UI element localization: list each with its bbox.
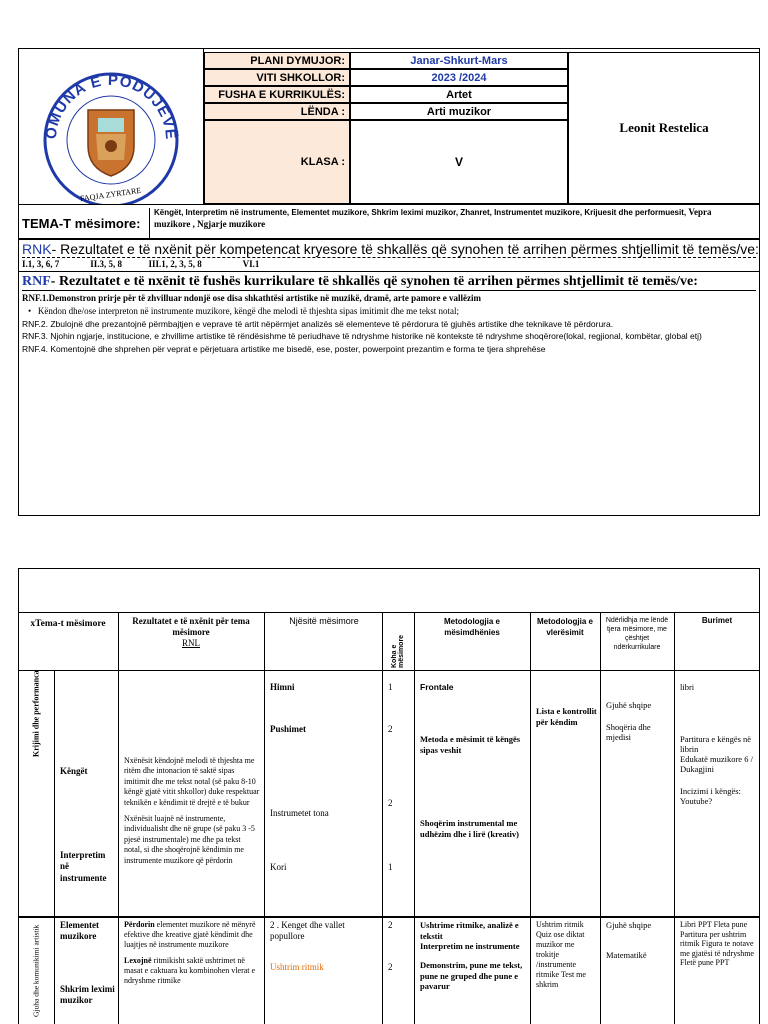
- tema-text-big: Vepra: [688, 207, 712, 217]
- logo-cell: [18, 48, 204, 204]
- rnk-text: - Rezultatet e të nxënit për kompetencat kryesore të shkallës që synohen të arrihen përmes shtjellimit të temës/ve:: [51, 241, 759, 257]
- row2-nder-2: Matematikë: [606, 950, 647, 960]
- row1-rezultatet: [124, 756, 260, 872]
- row1-nder-1: Gjuhë shqipe: [606, 700, 652, 710]
- row2-metod-1: Ushtrime ritmike, analizë e tekstit: [420, 920, 519, 941]
- koha-4: 1: [388, 862, 393, 872]
- teacher-name: Leonit Restelica: [568, 52, 760, 204]
- rnf-item-1: RNF.1.Demonstron prirje për të zhvilluar ndonjë ose disa shkathtësi artistike në muzikë, dramë, arte pamore e vallëzim: [22, 293, 481, 303]
- row2-koha-1: 2: [388, 920, 393, 930]
- row2-rez-1: Përdorin elementet muzikore në mënyrë efektive dhe kreative gjatë këndimit dhe luajtjes në instrumente muzikore: [124, 920, 256, 949]
- label-plani: PLANI DYMUJOR:: [204, 52, 350, 69]
- th-rezultatet: Rezultatet e të nxënit për tema mësimore RNL: [120, 616, 262, 648]
- row2-metod-3: Demonstrim, pune me tekst, pune ne gruped dhe pune e pavarur: [420, 959, 523, 992]
- rnk-code: I.1, 3, 6, 7: [22, 259, 60, 269]
- row2-koha-2: 2: [388, 962, 393, 972]
- row2-tema-elementet: Elementet muzikore: [60, 920, 99, 941]
- row2-tema-shkrim: Shkrim leximi muzikor: [60, 984, 115, 1005]
- row2-njesi-2: Ushtrim ritmik: [270, 962, 324, 972]
- rnk-row: [18, 240, 760, 272]
- row2-vleresim: Ushtrim ritmik Quiz ose diktat muzikor me trokitje /instrumente ritmike Test me shkrim: [536, 920, 586, 989]
- row2-rezultatet: [124, 920, 260, 992]
- rnf-item-3: RNF.3. Njohin ngjarje, institucione, e zhvillime artistike të rëndësishme të periudhave të ndryshme historike në kontekste të ndryshme shoqërore(lokal, regjional, kombëtar, global etj): [22, 331, 702, 342]
- svg-text:KOMUNA E PODUJEVËS: OMUNA E PODUJEVË: [42, 71, 180, 141]
- row1-burim-3: Edukatë muzikore 6 / Dukagjini: [680, 754, 753, 775]
- row2-burimet: Libri PPT Fleta pune Partitura per ushtrim ritmik Figura te notave me gjatësi të ndryshme Fletë pune PPT: [680, 920, 754, 968]
- row2-metod-2: Interpretim ne instrumente: [420, 941, 520, 952]
- row1-nder-2: Shoqëria dhe mjedisi: [606, 722, 651, 743]
- rnf-prefix: RNF: [22, 274, 51, 289]
- seal-bottom-text: FAQJA ZYRTARE: [79, 185, 142, 204]
- row1-tema-interpretim: Interpretim në instrumente: [60, 850, 107, 883]
- tema-label: TEMA-T mësimore:: [22, 208, 150, 238]
- koha-2: 2: [388, 724, 393, 734]
- njesi-kori: Kori: [270, 862, 287, 872]
- njesi-pushimet: Pushimet: [270, 724, 306, 734]
- row1-burim-1: libri: [680, 682, 695, 692]
- th-rnl: RNL: [182, 637, 200, 648]
- koha-1: 1: [388, 682, 393, 692]
- tema-row: [18, 204, 760, 240]
- label-viti: VITI SHKOLLOR:: [204, 69, 350, 86]
- tema-text-main: Këngët, Interpretim në instrumente, Elementet muzikore, Shkrim leximi muzikor, Zhanret, Instrumentet muzikore, Krijuesit dhe performuesit,: [154, 208, 687, 217]
- th-nderlidhja: Ndërlidhja me lëndë tjera mësimore, me çështjet ndërkurrikulare: [605, 617, 669, 652]
- value-plani: Janar-Shkurt-Mars: [350, 52, 568, 69]
- row1-rez-2: Nxënësit luajnë në instrumente, individualisht dhe në grupe (së paku 3 -5 pjesë instrumentale) me dhe pa tekst notal, si dhe shoqërojnë këndimin me instrumente muzikore që përdorin: [124, 813, 255, 865]
- th-metod-vler: Metodologjia e vlerësimit: [537, 617, 593, 638]
- row1-metod-shoqerim: Shoqërim instrumental me udhëzim dhe i lirë (kreativ): [420, 818, 519, 840]
- rnk-prefix: RNK: [22, 241, 52, 257]
- row2-njesi-1: 2 . Kenget dhe vallet popullore: [270, 920, 345, 941]
- row2-nder-1: Gjuhë shqipe: [606, 920, 652, 930]
- rnk-heading: [22, 241, 759, 258]
- row1-rez-1: Nxënësit këndojnë melodi të thjeshta me ritëm dhe intonacion të saktë sipas imitimit dhe me tekst notal (së paku 8-10 këngë gjatë vitit shkollor) duke respektuar teknikën e këndimit të drejtë e të bukur: [124, 756, 260, 807]
- rnk-codes: [22, 259, 259, 269]
- label-klasa: KLASA :: [204, 120, 350, 204]
- th-koha: Koha e mësimore: [391, 634, 405, 668]
- tema-text: [154, 207, 754, 230]
- row1-side-label: Krijimi dhe performanca: [31, 670, 41, 757]
- rnk-code: III.1, 2, 3, 5, 8: [148, 259, 202, 269]
- rnf-list: [22, 292, 756, 355]
- rnk-code: VI.1: [242, 259, 260, 269]
- row1-metod-frontale: Frontale: [420, 682, 454, 692]
- koha-3: 2: [388, 798, 393, 808]
- th-tema: xTema-t mësimore: [30, 619, 106, 629]
- th-metod-mes: Metodologjia e mësimdhënies: [444, 617, 500, 638]
- row1-vleresim: Lista e kontrollit për këndim: [536, 706, 597, 728]
- label-fusha: FUSHA E KURRIKULËS:: [204, 86, 350, 103]
- th-burimet: Burimet: [701, 616, 733, 625]
- row2-side-label: Gjuha dhe komunikimi artistik: [31, 924, 41, 1018]
- row1-metod-kenges: Metoda e mësimit të këngës sipas veshit: [420, 734, 521, 756]
- row2-rez-2: Lexojnë ritmikisht saktë ushtrimet në masat e caktuara ku kombinohen vlerat e ndryshme ritmike: [124, 956, 256, 985]
- row2-metodologjia: [420, 920, 528, 992]
- rnf-bullet: • Këndon dhe/ose interpreton në instrumente muzikore, këngë dhe melodi të thjeshta sipas imitimit dhe me tekst notal;: [28, 306, 460, 317]
- njesi-instrumetet: Instrumetet tona: [270, 808, 329, 818]
- rnf-heading: [22, 274, 756, 291]
- tema-text-cont: muzikore , Ngjarje muzikore: [154, 218, 266, 229]
- municipality-seal: [18, 48, 204, 204]
- label-lenda: LËNDA :: [204, 103, 350, 120]
- njesi-himni: Himni: [270, 682, 295, 692]
- th-njesite: Njësitë mësimore: [289, 616, 359, 626]
- value-viti: 2023 /2024: [350, 69, 568, 86]
- value-lenda: Arti muzikor: [350, 103, 568, 120]
- row1-burim-4: Incizimi i këngës: Youtube?: [680, 786, 741, 807]
- row1-tema-kenget: Këngët: [60, 766, 88, 776]
- rnf-item-2: RNF.2. Zbulojnë dhe prezantojnë përmbajtjen e veprave të artit nëpërmjet analizës së elementeve të përdorura të gjuhës artistike dhe teknikave të përdorura.: [22, 319, 614, 330]
- rnf-text: - Rezultatet e të nxënit të fushës kurrikulare të shkallës që synohen të arrihen përmes shtjellimit të temës/ve:: [50, 274, 698, 289]
- value-fusha: Artet: [350, 86, 568, 103]
- value-klasa: V: [350, 120, 568, 204]
- rnk-code: II.3, 5, 8: [90, 259, 123, 269]
- row1-burim-2: Partitura e këngës në librin: [680, 734, 752, 755]
- rnf-item-4: RNF.4. Komentojnë dhe shprehen për veprat e përjetuara artistike me bisedë, ese, poster, powerpoint prezantim e forma te tjera shprehëse: [22, 343, 546, 354]
- bullet-icon: •: [28, 306, 38, 317]
